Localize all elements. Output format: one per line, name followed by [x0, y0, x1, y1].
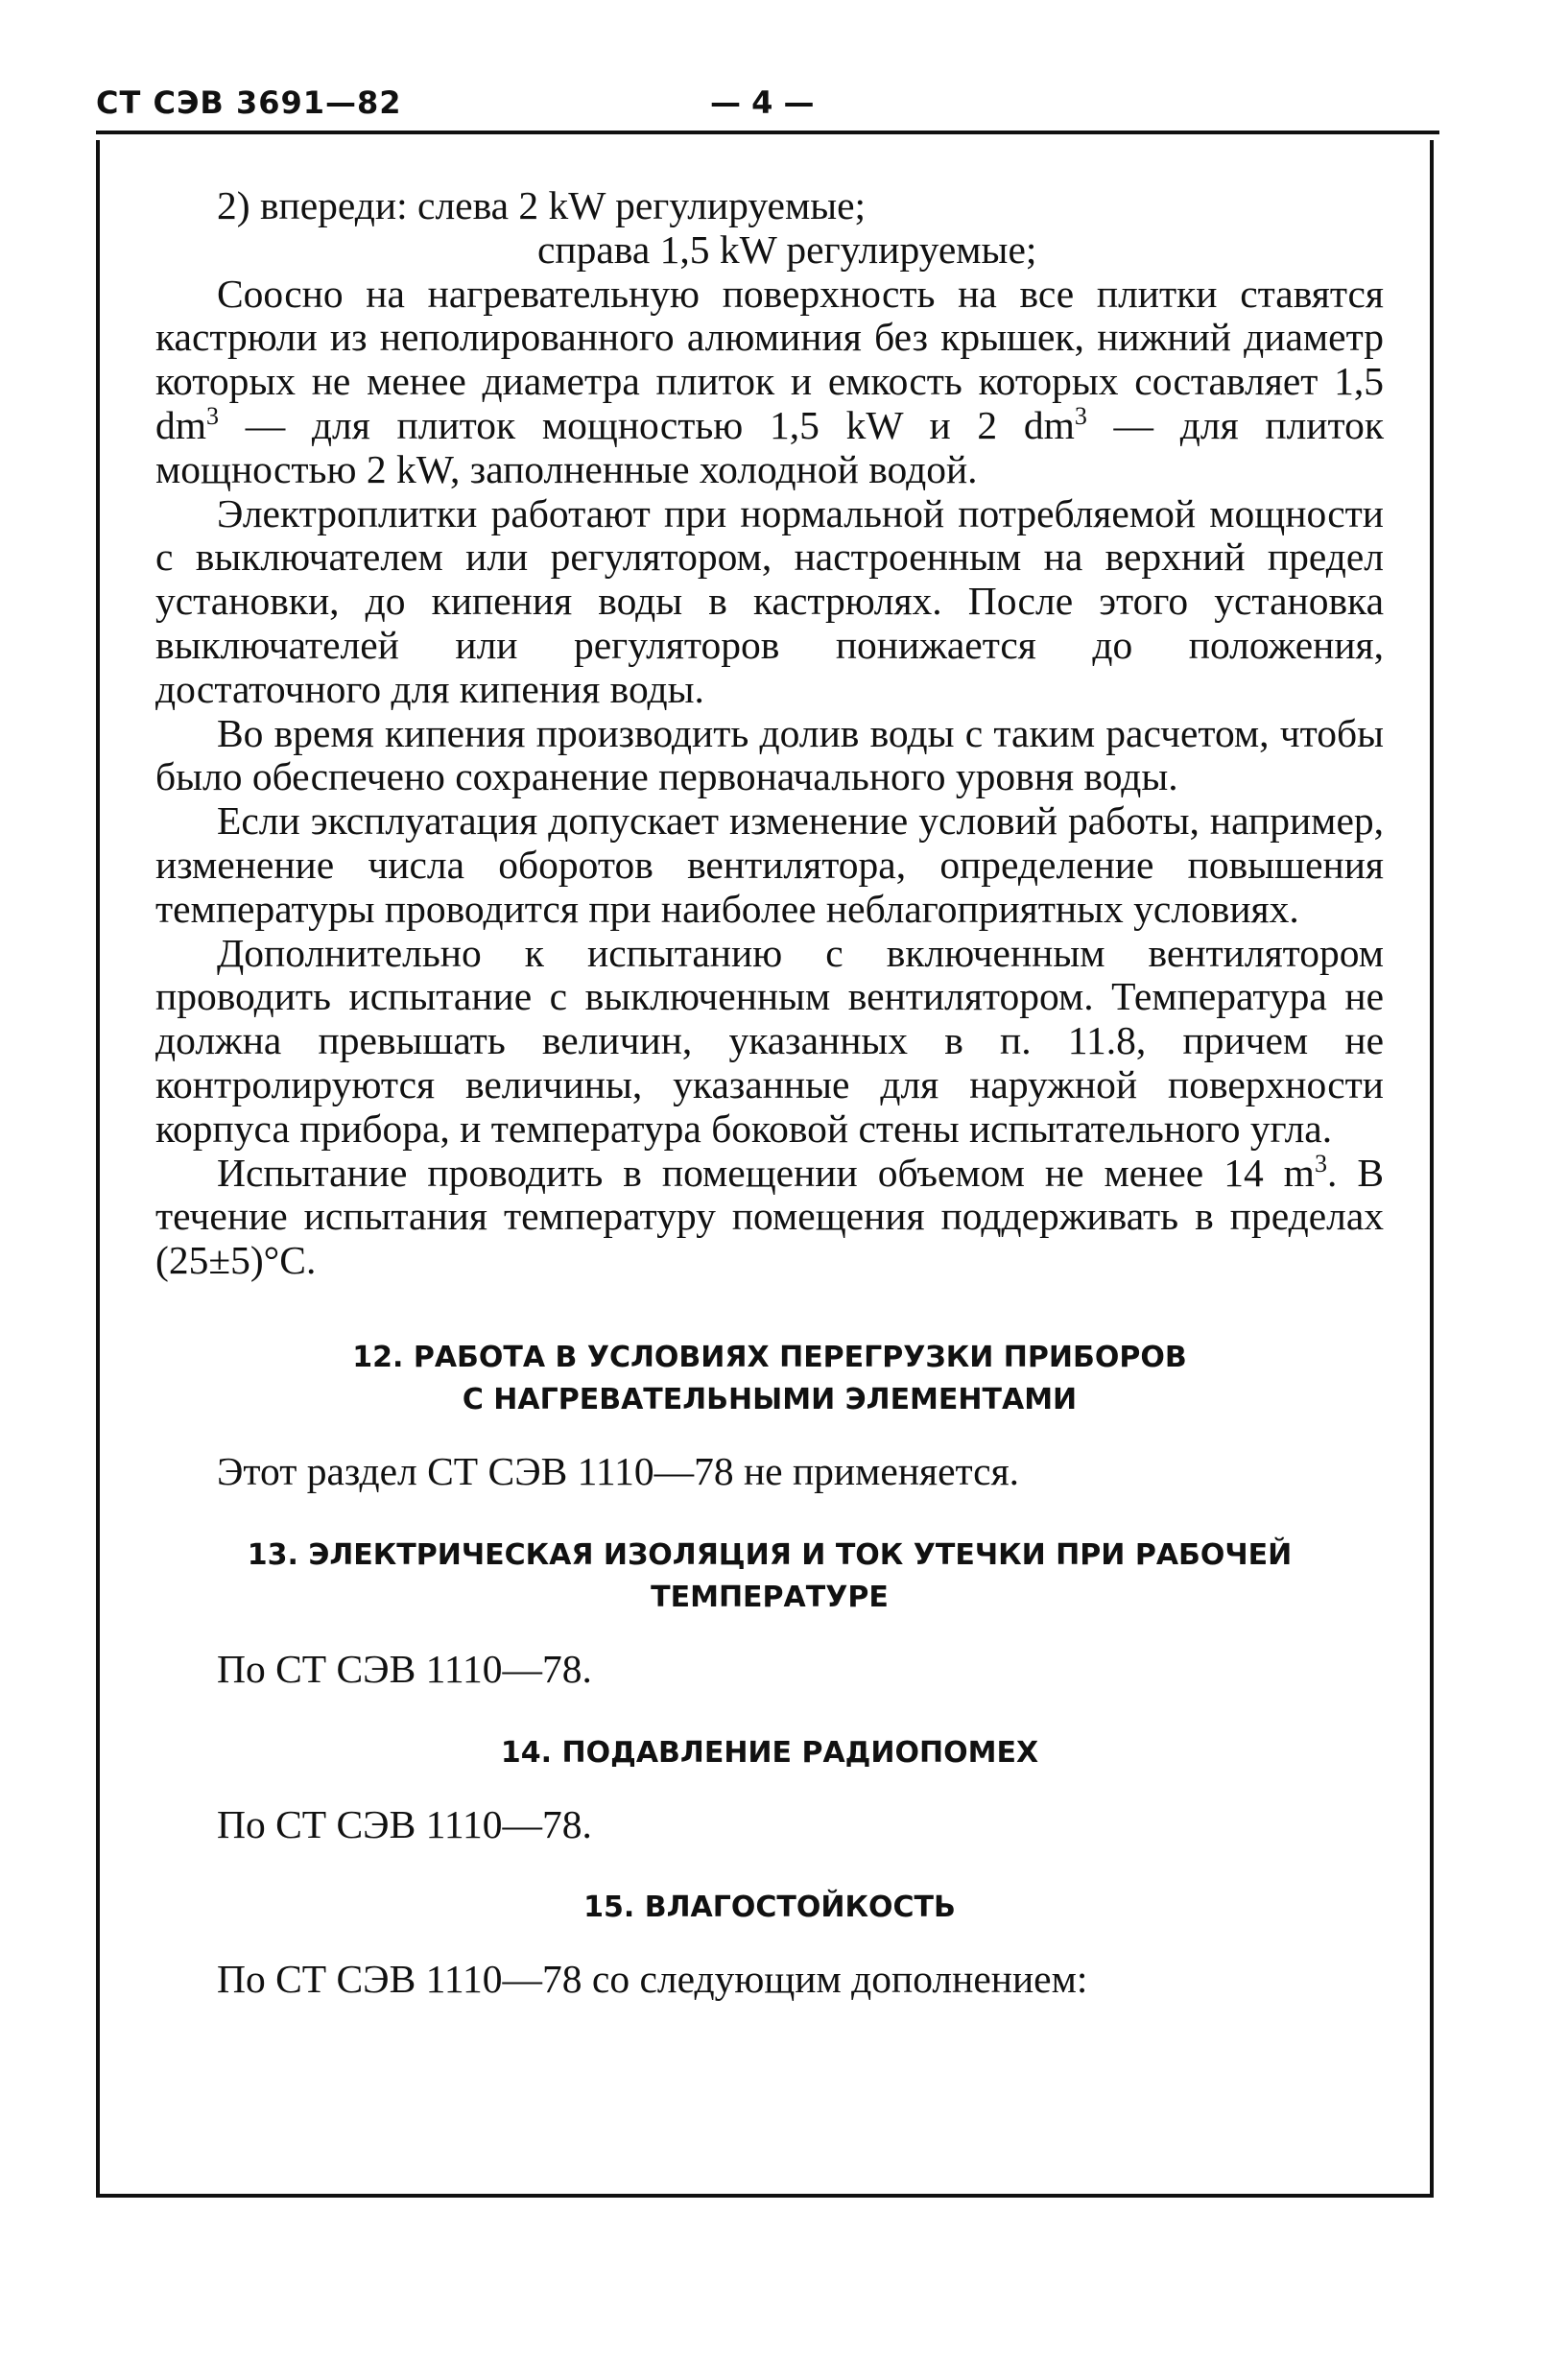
section-text-15: По СТ СЭВ 1110—78 со следующим дополнением: — [217, 1957, 1088, 2002]
section-title-line: 15. ВЛАГОСТОЙКОСТЬ — [583, 1891, 956, 1925]
list-item-text: справа 1,5 kW регулируемые; — [537, 226, 1037, 272]
section-text-12: Этот раздел СТ СЭВ 1110—78 не применяется. — [217, 1448, 1020, 1493]
text-run: Испытание проводить в помещении объемом не менее 14 m — [217, 1150, 1315, 1195]
section-title-12 — [155, 1337, 1384, 1421]
section-title-line: С НАГРЕВАТЕЛЬНЫМИ ЭЛЕМЕНТАМИ — [462, 1382, 1078, 1416]
list-item-front-right — [155, 228, 1384, 273]
section-title-line: 14. ПОДАВЛЕНИЕ РАДИОПОМЕХ — [500, 1735, 1039, 1770]
paragraph-room — [155, 1149, 1385, 1283]
section-title-line: 12. РАБОТА В УСЛОВИЯХ ПЕРЕГРУЗКИ ПРИБОРОВ — [352, 1340, 1187, 1374]
section-text-14: По СТ СЭВ 1110—78. — [217, 1801, 592, 1846]
section-title-14 — [155, 1732, 1384, 1774]
superscript: 3 — [1314, 1149, 1327, 1178]
list-item-text: 2) впереди: слева 2 kW регулируемые; — [217, 183, 867, 227]
section-title-15 — [155, 1887, 1384, 1929]
page-content — [155, 184, 1384, 2002]
superscript: 3 — [206, 402, 220, 431]
section-text-13: По СТ СЭВ 1110—78. — [217, 1646, 592, 1691]
text-run: — для плиток мощностью 2 kW, заполненные холодной водой. — [155, 402, 1384, 491]
section-title-line: ТЕМПЕРАТУРЕ — [651, 1580, 889, 1614]
paragraph-fan-test: Дополнительно к испытанию с включенным вентилятором проводить испытание с выключенным вентилятором. Температура не должна превышать величин, указанных в п. 11.8, причем не контролируются величины, указанные для наружной поверхности корпуса прибора, и температура боковой стены испытательного угла. — [155, 930, 1384, 1151]
document-code: СТ СЭВ 3691—82 — [96, 84, 402, 121]
page-header — [96, 84, 1439, 123]
section-title-13 — [155, 1534, 1384, 1619]
header-rule — [96, 131, 1439, 134]
text-run: Соосно на нагревательную поверхность на все плитки ставятся кастрюли из неполированного алюминия без крышек, нижний диаметр которых не менее диаметра плиток и емкость которых составляет 1,5 dm — [155, 271, 1384, 447]
paragraph-operation: Электроплитки работают при нормальной потребляемой мощности с выключателем или регулятором, настроенным на верхний предел установки, до кипения воды в кастрюлях. После этого установка выключателей или регуляторов понижается до положения, достаточного для кипения воды. — [155, 490, 1384, 711]
text-run: . В течение испытания температуру помещения поддерживать в пределах (25±5)°C. — [155, 1150, 1385, 1283]
paragraph-boiling: Во время кипения производить долив воды с таким расчетом, чтобы было обеспечено сохранение первоначального уровня воды. — [155, 710, 1384, 799]
superscript: 3 — [1074, 402, 1087, 431]
paragraph-pots — [155, 273, 1384, 492]
list-item-front-left — [155, 184, 1384, 228]
paragraph-conditions: Если эксплуатация допускает изменение условий работы, например, изменение числа оборотов вентилятора, определение повышения температуры проводится при наиболее неблагоприятных условиях. — [155, 798, 1384, 931]
section-title-line: 13. ЭЛЕКТРИЧЕСКАЯ ИЗОЛЯЦИЯ И ТОК УТЕЧКИ ПРИ РАБОЧЕЙ — [247, 1537, 1293, 1572]
page-number: — 4 — — [710, 84, 815, 121]
text-run: — для плиток мощностью 1,5 kW и 2 dm — [219, 402, 1075, 447]
